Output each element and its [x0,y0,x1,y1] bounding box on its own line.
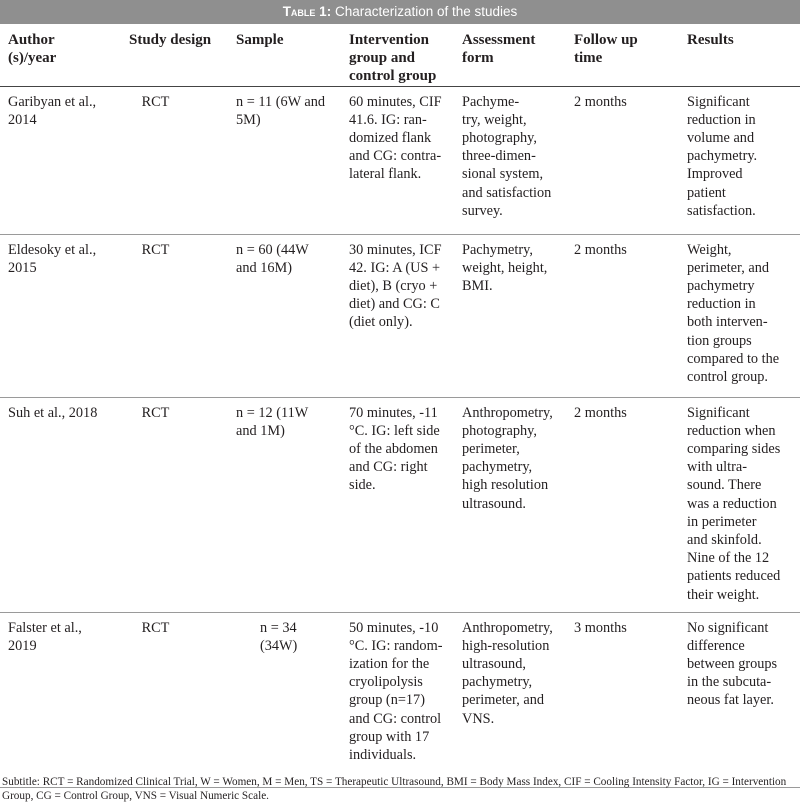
cell-sample: n = 12 (11W and 1M) [228,397,341,612]
header-follow-up: Follow up time [566,24,679,86]
header-sample: Sample [228,24,341,86]
table-row [0,234,800,397]
cell-follow-up: 3 months [566,612,679,787]
cell-assessment: Anthropometry, high-resolution ultrasound, pachymetry, perimeter, and VNS. [454,612,566,787]
table-title-text: Characterization of the studies [331,4,518,19]
cell-assessment: Pachymetry, weight, height, BMI. [454,234,566,397]
table-row [0,397,800,612]
studies-table [0,24,800,788]
cell-intervention: 60 minutes, CIF 41.6. IG: ran- domized flank and CG: contra- lateral flank. [341,86,454,234]
cell-study-design: RCT [121,397,228,612]
cell-results: No significant difference between groups in the subcuta- neous fat layer. [679,612,800,787]
cell-study-design: RCT [121,86,228,234]
cell-author: Garibyan et al., 2014 [0,86,121,234]
cell-sample: n = 34 (34W) [228,612,341,787]
table-row [0,612,800,787]
table-title [0,0,800,24]
cell-results: Significant reduction when comparing sides with ultra- sound. There was a reduction in perimeter and skinfold. Nine of the 12 patients reduced their weight. [679,397,800,612]
header-author: Author (s)/year [0,24,121,86]
header-assessment: Assessment form [454,24,566,86]
header-intervention: Intervention group and control group [341,24,454,86]
cell-assessment: Pachyme- try, weight, photography, three-dimen- sional system, and satisfaction survey. [454,86,566,234]
cell-author: Eldesoky et al., 2015 [0,234,121,397]
cell-study-design: RCT [121,612,228,787]
cell-author: Suh et al., 2018 [0,397,121,612]
cell-intervention: 70 minutes, -11 °C. IG: left side of the abdomen and CG: right side. [341,397,454,612]
cell-sample: n = 60 (44W and 16M) [228,234,341,397]
cell-author: Falster et al., 2019 [0,612,121,787]
cell-intervention: 30 minutes, ICF 42. IG: A (US + diet), B (cryo + diet) and CG: C (diet only). [341,234,454,397]
cell-results: Significant reduction in volume and pachymetry. Improved patient satisfaction. [679,86,800,234]
cell-study-design: RCT [121,234,228,397]
table-footnote: Subtitle: RCT = Randomized Clinical Trial, W = Women, M = Men, TS = Therapeutic Ultrasound, BMI = Body Mass Index, CIF = Cooling Intensity Factor, IG = Intervention Group, CG = Control Group, VNS = Visual Numeric Scale. [2,776,787,802]
cell-follow-up: 2 months [566,86,679,234]
cell-intervention: 50 minutes, -10 °C. IG: random- ization for the cryolipolysis group (n=17) and CG: control group with 17 individuals. [341,612,454,787]
cell-sample: n = 11 (6W and 5M) [228,86,341,234]
table-row [0,86,800,234]
cell-follow-up: 2 months [566,234,679,397]
header-row [0,24,800,86]
cell-assessment: Anthropometry, photography, perimeter, pachymetry, high resolution ultrasound. [454,397,566,612]
header-study-design: Study design [121,24,228,86]
cell-follow-up: 2 months [566,397,679,612]
table-title-label: Table 1: [282,4,332,19]
cell-results: Weight, perimeter, and pachymetry reduction in both interven- tion groups compared to the control group. [679,234,800,397]
header-results: Results [679,24,800,86]
